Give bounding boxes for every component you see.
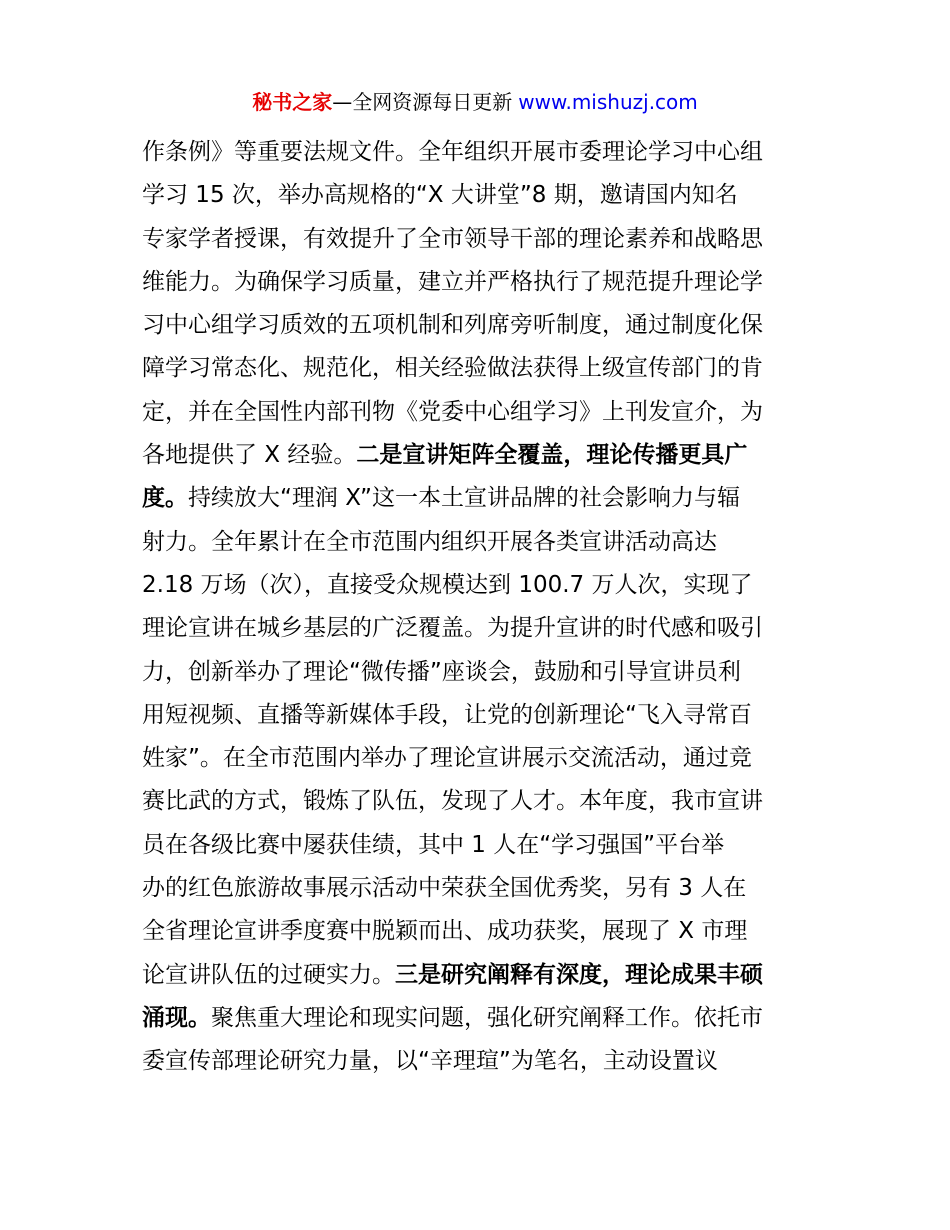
text-line [142, 954, 814, 997]
text-line [142, 780, 814, 823]
body-text-segment: 赛比武的方式，锻炼了队伍，发现了人才。本年度，我市宣讲 [142, 788, 763, 815]
text-line [142, 131, 814, 174]
header-tagline: —全网资源每日更新 [332, 90, 513, 114]
body-text-segment: 力，创新举办了理论“微传播”座谈会，鼓励和引导宣讲员利 [142, 658, 741, 685]
text-line [142, 174, 814, 217]
page-header [0, 86, 950, 118]
bold-heading-text: 二是宣讲矩阵全覆盖，理论传播更具广 [356, 442, 748, 469]
body-text-segment: 专家学者授课，有效提升了全市领导干部的理论素养和战略思 [142, 225, 763, 252]
text-line [142, 347, 814, 390]
body-text-segment: 障学习常态化、规范化，相关经验做法获得上级宣传部门的肯 [142, 355, 763, 382]
body-text-segment: 办的红色旅游故事展示活动中荣获全国优秀奖，另有 3 人在 [142, 875, 747, 902]
text-line [142, 651, 814, 694]
body-text [142, 131, 814, 1084]
body-text-segment: 2.18 万场（次），直接受众规模达到 100.7 万人次，实现了 [142, 571, 753, 598]
body-text-segment: 论宣讲队伍的过硬实力。 [142, 961, 395, 988]
text-line [142, 867, 814, 910]
body-text-segment: 聚焦重大理论和现实问题，强化研究阐释工作。依托市 [211, 1004, 763, 1031]
text-line [142, 261, 814, 304]
text-line [142, 607, 814, 650]
text-line [142, 1040, 814, 1083]
text-line [142, 564, 814, 607]
bold-heading-text: 涌现。 [142, 1004, 211, 1031]
body-text-segment: 各地提供了 X 经验。 [142, 442, 357, 469]
body-text-segment: 作条例》等重要法规文件。全年组织开展市委理论学习中心组 [142, 139, 763, 165]
brand-name: 秘书之家 [252, 90, 333, 114]
body-text-segment: 定，并在全国性内部刊物《党委中心组学习》上刊发宣介，为 [142, 398, 763, 425]
bold-heading-text: 度。 [142, 485, 188, 512]
text-line [142, 304, 814, 347]
text-line [142, 737, 814, 780]
body-text-segment: 习中心组学习质效的五项机制和列席旁听制度，通过制度化保 [142, 312, 763, 339]
body-text-segment: 委宣传部理论研究力量，以“辛理瑄”为笔名，主动设置议 [142, 1048, 718, 1075]
site-url-link[interactable]: www.mishuzj.com [518, 90, 698, 114]
text-line [142, 434, 814, 477]
text-line [142, 521, 814, 564]
text-line [142, 218, 814, 261]
body-text-segment: 学习 15 次，举办高规格的“X 大讲堂”8 期，邀请国内知名 [142, 182, 738, 209]
text-line [142, 694, 814, 737]
text-line [142, 824, 814, 867]
text-line [142, 910, 814, 953]
text-line [142, 477, 814, 520]
text-line [142, 391, 814, 434]
text-line [142, 997, 814, 1040]
body-text-segment: 姓家”。在全市范围内举办了理论宣讲展示交流活动，通过竞 [142, 745, 752, 772]
body-text-segment: 员在各级比赛中屡获佳绩，其中 1 人在“学习强国”平台举 [142, 831, 725, 858]
body-text-segment: 维能力。为确保学习质量，建立并严格执行了规范提升理论学 [142, 268, 763, 295]
body-text-segment: 理论宣讲在城乡基层的广泛覆盖。为提升宣讲的时代感和吸引 [142, 615, 763, 642]
body-text-segment: 射力。全年累计在全市范围内组织开展各类宣讲活动高达 [142, 528, 717, 555]
body-text-segment: 全省理论宣讲季度赛中脱颖而出、成功获奖，展现了 X 市理 [142, 918, 748, 945]
bold-heading-text: 三是研究阐释有深度，理论成果丰硕 [395, 961, 763, 988]
body-text-segment: 用短视频、直播等新媒体手段，让党的创新理论“飞入寻常百 [142, 701, 752, 728]
body-text-segment: 持续放大“理润 X”这一本土宣讲品牌的社会影响力与辐 [188, 485, 740, 512]
